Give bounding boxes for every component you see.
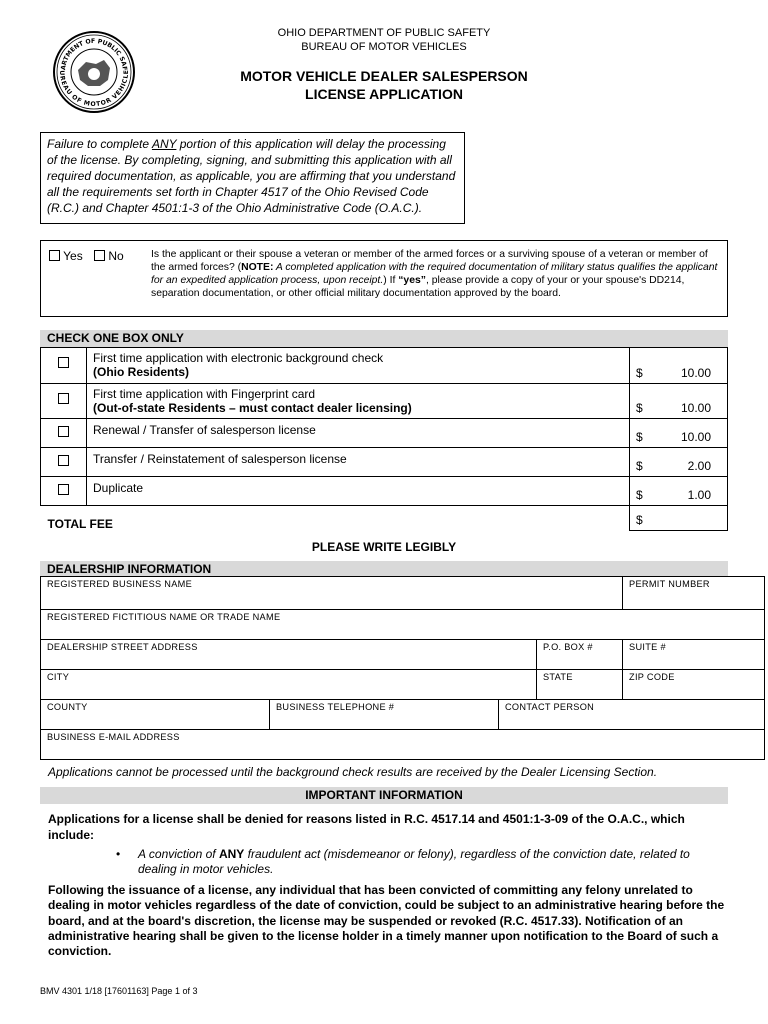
veteran-question-box <box>40 240 728 317</box>
po-box-field[interactable]: P.O. BOX # <box>537 640 623 670</box>
permit-number-field[interactable]: PERMIT NUMBER <box>623 577 765 610</box>
form-title-line1: MOTOR VEHICLE DEALER SALESPERSON <box>240 68 528 84</box>
fee-option-checkbox-1[interactable] <box>58 357 69 368</box>
fee-option-checkbox-3[interactable] <box>58 426 69 437</box>
veteran-no-label: No <box>108 249 124 263</box>
city-field[interactable]: CITY <box>41 670 537 700</box>
form-title-line2: LICENSE APPLICATION <box>305 86 463 102</box>
denial-reasons-text: Applications for a license shall be denied for reasons listed in R.C. 4517.14 and 4501:1-3-09 of the O.A.C., which include: <box>48 812 685 842</box>
seal-bottom-text: UREAU OF MOTOR VEHICLE <box>57 70 131 109</box>
notice-box <box>40 132 465 224</box>
fee-amount-3: 10.00 <box>680 430 711 444</box>
fictitious-name-field[interactable]: REGISTERED FICTITIOUS NAME OR TRADE NAME <box>41 610 765 640</box>
fee-option-checkbox-2[interactable] <box>58 393 69 404</box>
important-info-heading: IMPORTANT INFORMATION <box>40 787 728 804</box>
notice-text-2: portion of this application will delay the processing of the license. By completing, signing, and submitting this application with all required documentation, as applicable, you are affirming that you understand all the requirements set forth in Chapter 4517 of the Ohio Revised Code (R.C.) and Chapter 4501:1-3 of the Ohio Administrative Code (O.A.C.). <box>47 137 456 215</box>
fee-table <box>40 347 728 531</box>
notice-text-1: Failure to complete <box>47 137 152 151</box>
bullet-conviction-text: A conviction of ANY fraudulent act (misdemeanor or felony), regardless of the conviction date, related to dealing in motor vehicles. <box>138 847 690 876</box>
form-footer: BMV 4301 1/18 [17601163] Page 1 of 3 <box>40 986 198 996</box>
suite-field[interactable]: SUITE # <box>623 640 765 670</box>
notice-emphasis: ANY <box>151 137 177 151</box>
fee-row: First time application with electronic background check (Ohio Residents) $ 10.00 <box>41 348 728 384</box>
fee-row: Duplicate $ 1.00 <box>41 477 728 506</box>
business-phone-field[interactable]: BUSINESS TELEPHONE # <box>270 700 499 730</box>
bullet-icon: • <box>116 847 121 861</box>
county-field[interactable]: COUNTY <box>41 700 270 730</box>
fee-option-checkbox-4[interactable] <box>58 455 69 466</box>
header-dept: OHIO DEPARTMENT OF PUBLIC SAFETY <box>277 27 491 39</box>
fee-amount-1: 10.00 <box>680 366 711 380</box>
fee-amount-5: 1.00 <box>687 488 711 502</box>
contact-person-field[interactable]: CONTACT PERSON <box>499 700 765 730</box>
veteran-yes-label: Yes <box>63 249 83 263</box>
seal-top-text: ARTMENT OF PUBLIC SAF <box>59 37 129 71</box>
fee-total-row: TOTAL FEE $ <box>41 506 728 531</box>
fee-option-checkbox-5[interactable] <box>58 484 69 495</box>
state-field[interactable]: STATE <box>537 670 623 700</box>
total-fee-label: TOTAL FEE <box>41 506 630 531</box>
write-legibly: PLEASE WRITE LEGIBLY <box>311 540 457 554</box>
fee-amount-2: 10.00 <box>680 401 711 415</box>
header-bureau: BUREAU OF MOTOR VEHICLES <box>301 41 467 53</box>
dealership-table <box>40 576 765 760</box>
veteran-question-text: Is the applicant or their spouse a veteran or member of the armed forces or a surviving spouse of a veteran or member of the armed forces? (NOTE: A completed application with the required documentation of military status qualifies the applicant for an expedited application process, upon receipt.) If “yes”, please provide a copy of your or your spouse's DD214, separation documentation, or other official military documentation approved by the board. <box>151 249 718 299</box>
fee-row: First time application with Fingerprint card (Out-of-state Residents – must contact dealer licensing) $ 10.00 <box>41 384 728 419</box>
dealership-section-heading: DEALERSHIP INFORMATION <box>40 561 728 577</box>
zip-code-field[interactable]: ZIP CODE <box>623 670 765 700</box>
fee-section-heading: CHECK ONE BOX ONLY <box>40 330 728 347</box>
veteran-yes-checkbox[interactable] <box>49 250 60 261</box>
business-name-field[interactable]: REGISTERED BUSINESS NAME <box>41 577 623 610</box>
fee-row: Transfer / Reinstatement of salesperson license $ 2.00 <box>41 448 728 477</box>
fee-amount-4: 2.00 <box>687 459 711 473</box>
veteran-no-checkbox[interactable] <box>94 250 105 261</box>
post-issuance-text: Following the issuance of a license, any individual that has been convicted of committing any felony unrelated to dealing in motor vehicles regardless of the date of conviction, could be subject to an administrative hearing before the board, and at the board's discretion, the license may be suspended or revoked (R.C. 4517.33). Notification of an administrative hearing shall be given to the license holder in a timely manner upon notification to the Board of such a conviction. <box>48 883 725 959</box>
business-email-field[interactable]: BUSINESS E-MAIL ADDRESS <box>41 730 765 760</box>
background-check-note: Applications cannot be processed until the background check results are received by the Dealer Licensing Section. <box>48 765 658 779</box>
fee-row: Renewal / Transfer of salesperson license $ 10.00 <box>41 419 728 448</box>
street-address-field[interactable]: DEALERSHIP STREET ADDRESS <box>41 640 537 670</box>
